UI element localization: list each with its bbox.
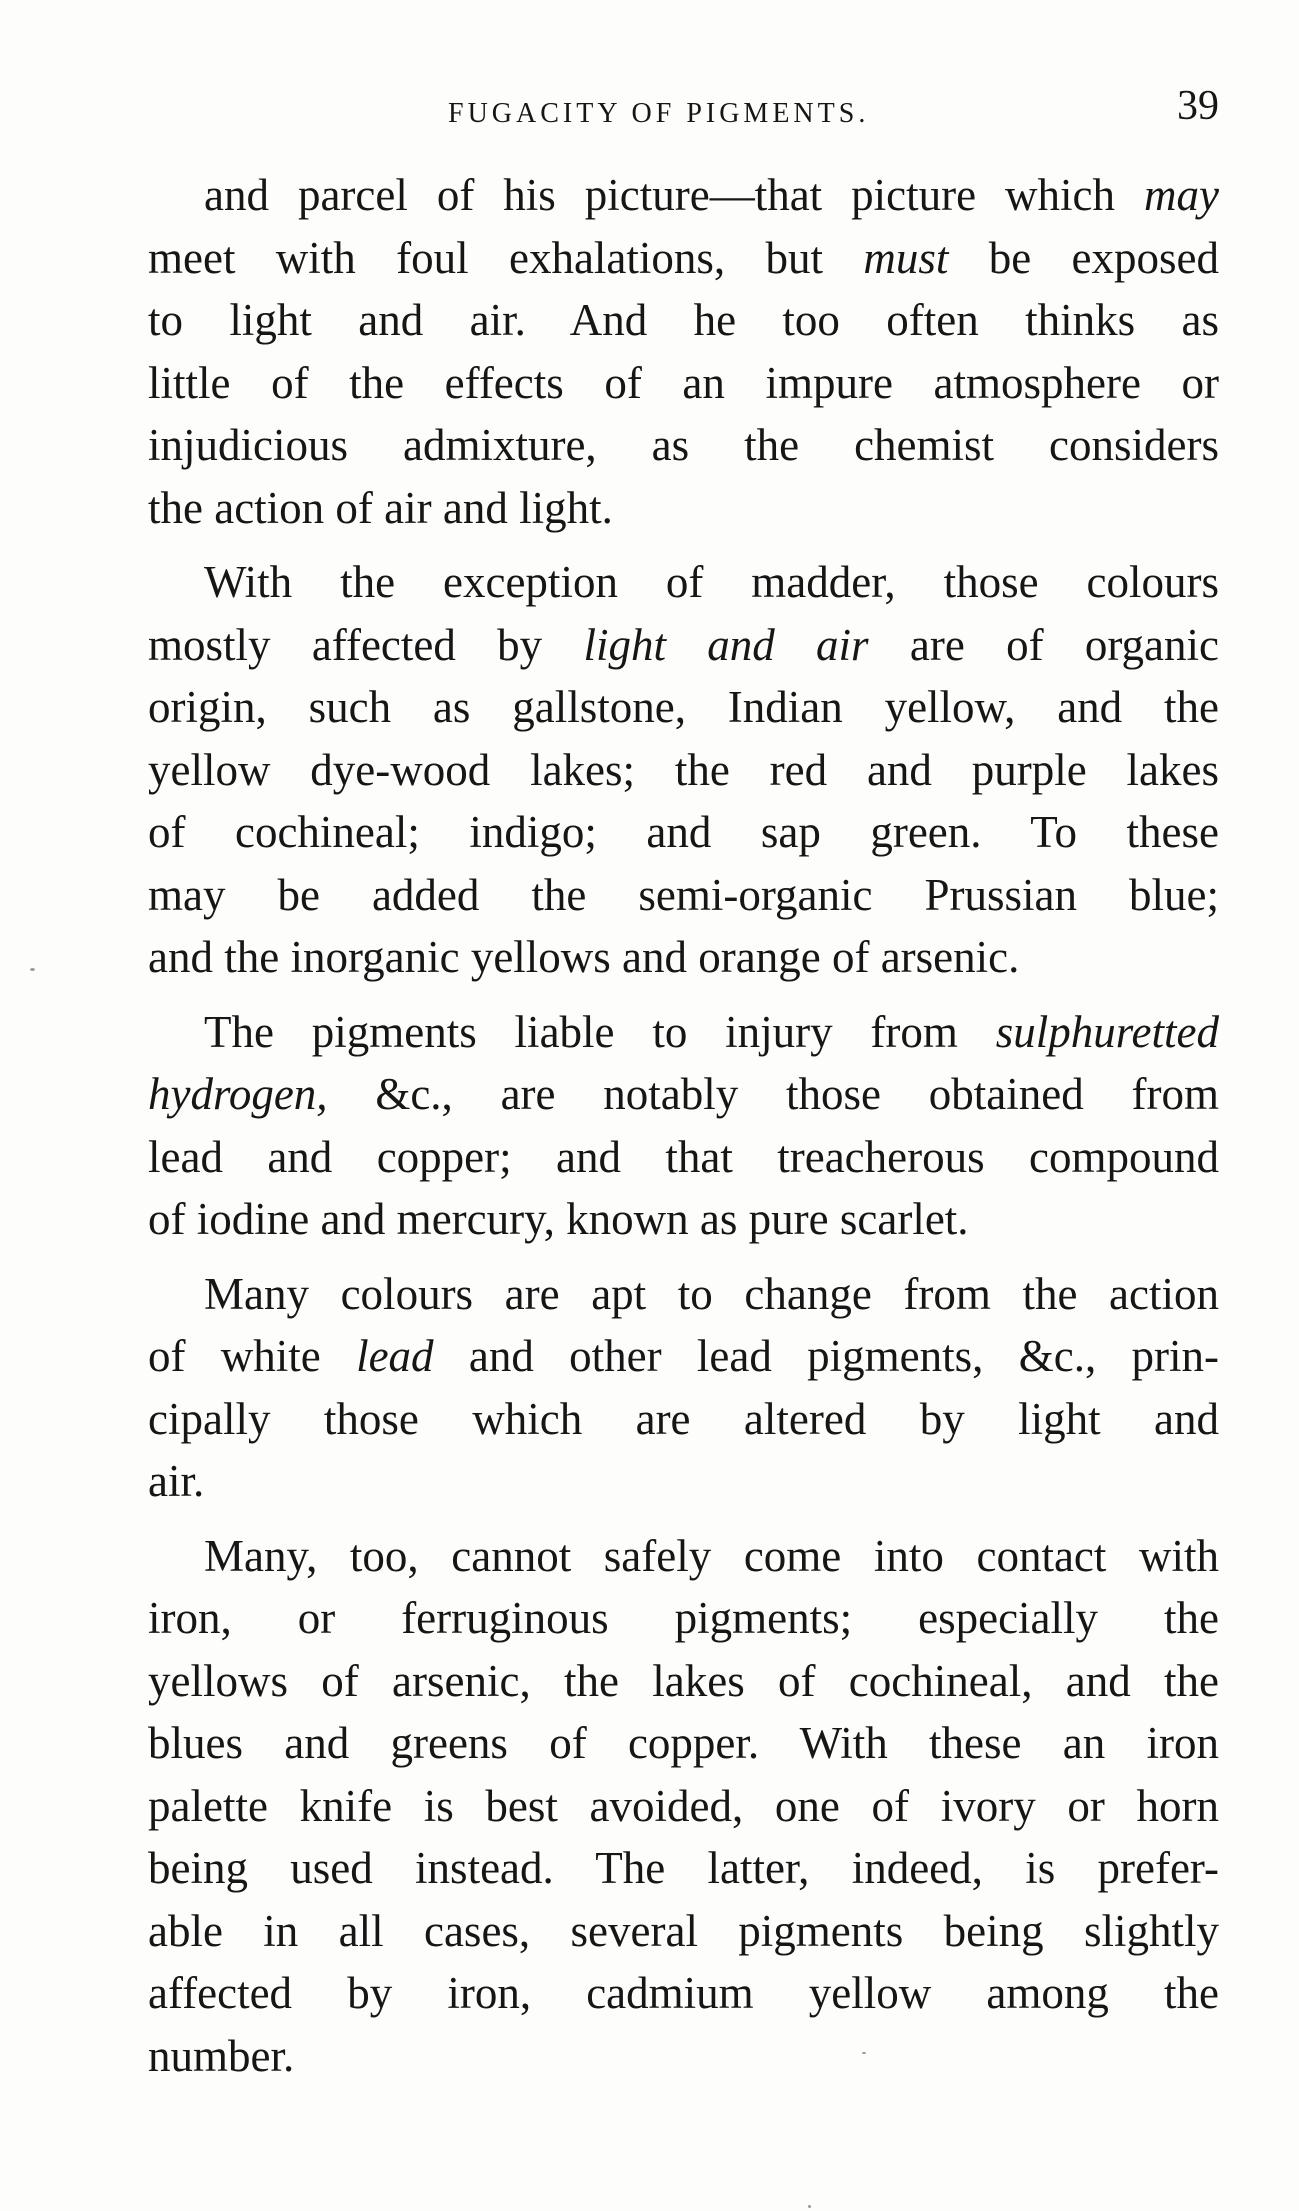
text-line [148,289,1219,352]
text-run: The pigments liable to injury from [204,1006,996,1057]
text-line [148,1126,1219,1189]
text-line [148,414,1219,477]
text-run: number. [148,2030,295,2081]
text-line [148,2025,1219,2088]
paper-speck [862,2052,866,2054]
text-line [148,1900,1219,1963]
text-run: lead and copper; and that treacherous compound [148,1131,1219,1182]
italic-text: must [863,232,949,283]
text-run: and parcel of his picture—that picture which [204,170,1145,220]
text-line [148,1388,1219,1451]
text-run: affected by iron, cadmium yellow among the [148,1968,1219,2018]
italic-text: hydrogen, [148,1069,328,1119]
paragraph [148,164,1219,539]
running-title: FUGACITY OF PIGMENTS. [448,98,870,129]
text-run: Many colours are apt to change from the action [204,1268,1219,1319]
text-run: palette knife is best avoided, one of ivory or horn [148,1780,1219,1831]
text-run: Many, too, cannot safely come into contact with [204,1530,1219,1581]
text-run: being used instead. The latter, indeed, is prefer- [148,1843,1219,1893]
text-run: blues and greens of copper. With these an iron [148,1718,1219,1768]
italic-text: lead [356,1331,434,1381]
text-run: of iodine and mercury, known as pure scarlet. [148,1194,969,1244]
text-line [148,1450,1219,1513]
text-line [148,1001,1219,1064]
text-line [148,227,1219,290]
text-run: injudicious admixture, as the chemist considers [148,420,1219,470]
page-number: 39 [1177,83,1219,129]
text-run: yellow dye-wood lakes; the red and purple lakes [148,744,1219,795]
text-run: cipally those which are altered by light and [148,1393,1219,1444]
text-line [148,676,1219,739]
paragraph [148,1263,1219,1513]
paragraph [148,551,1219,989]
text-run: to light and air. And he too often thinks as [148,295,1219,345]
paragraph [148,1525,1219,2088]
body-text [148,164,1219,2087]
text-line [148,1712,1219,1775]
text-line [148,1325,1219,1388]
text-line [148,1525,1219,1588]
text-line [148,1188,1219,1251]
text-run: &c., are notably those obtained from [327,1069,1219,1119]
text-line [148,551,1219,614]
text-run: With the exception of madder, those colours [204,557,1219,607]
text-line [148,477,1219,540]
text-line [148,864,1219,927]
text-line [148,801,1219,864]
text-line [148,164,1219,227]
text-run: origin, such as gallstone, Indian yellow, and the [148,682,1219,732]
text-run: air. [148,1456,205,1506]
text-line [148,1650,1219,1713]
text-line [148,352,1219,415]
text-run: little of the effects of an impure atmosphere or [148,357,1219,408]
paper-speck [808,2205,811,2208]
text-run: yellows of arsenic, the lakes of cochineal, and the [148,1655,1219,1706]
text-run: be exposed [948,232,1219,283]
paper-speck [30,968,35,971]
text-run: able in all cases, several pigments being slightly [148,1905,1219,1956]
italic-text: may [1144,170,1219,220]
text-run: meet with foul exhalations, but [148,232,864,283]
text-run: may be added the semi-organic Prussian blue; [148,869,1219,920]
paragraph [148,1001,1219,1251]
text-line [148,739,1219,802]
text-line [148,1962,1219,2025]
running-head [148,68,1219,154]
text-line [148,1587,1219,1650]
italic-text: sulphuretted [995,1006,1219,1057]
text-run: are of organic [868,619,1219,670]
text-run: the action of air and light. [148,482,613,533]
text-run: and the inorganic yellows and orange of arsenic. [148,932,1020,982]
text-line [148,1263,1219,1326]
text-run: iron, or ferruginous pigments; especially the [148,1593,1219,1643]
text-line [148,1063,1219,1126]
italic-text: light and air [583,619,869,670]
text-run: and other lead pigments, &c., prin- [433,1331,1219,1381]
text-line [148,926,1219,989]
text-line [148,1837,1219,1900]
text-line [148,614,1219,677]
text-run: mostly affected by [148,619,584,670]
text-line [148,1775,1219,1838]
text-run: of cochineal; indigo; and sap green. To these [148,807,1219,857]
text-run: of white [148,1331,357,1381]
